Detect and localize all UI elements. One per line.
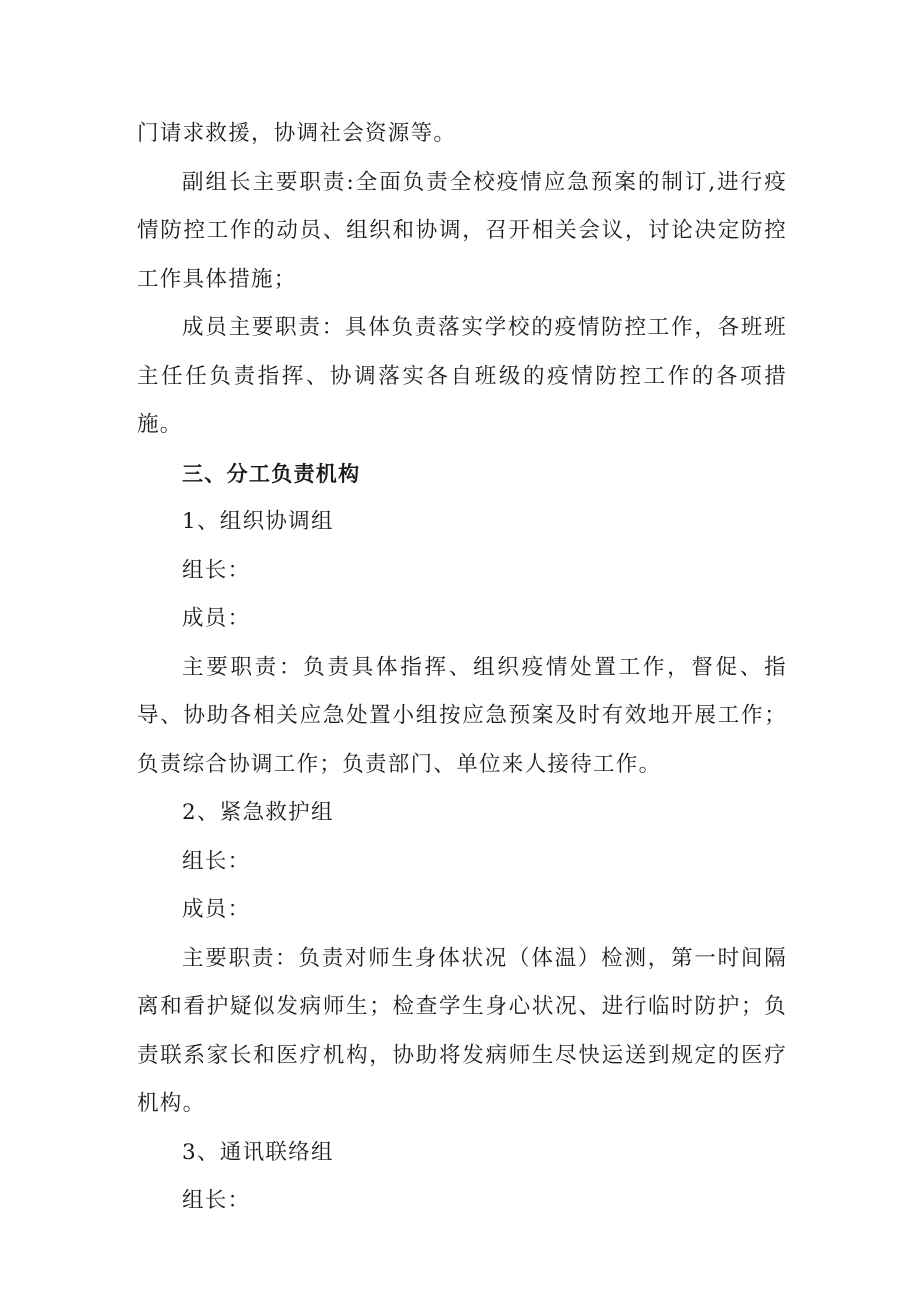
group-title-emergency-rescue: 2、紧急救护组 (182, 800, 334, 825)
group-members-label: 成员： (182, 606, 251, 631)
paragraph-continuation: 门请求救援，协调社会资源等。 (137, 121, 457, 146)
document-body (137, 110, 787, 1226)
group-leader-label: 组长： (182, 1188, 251, 1213)
section-heading-division: 三、分工负责机构 (182, 461, 361, 486)
group-title-coordination: 1、组织协调组 (182, 509, 334, 534)
paragraph-rescue-duties: 主要职责：负责对师生身体状况（体温）检测，第一时间隔离和看护疑似发病师生；检查学生身心状况、进行临时防护；负责联系家长和医疗机构，协助将发病师生尽快运送到规定的医疗机构。 (137, 945, 787, 1116)
group-members-label: 成员： (182, 897, 251, 922)
group-leader-label: 组长： (182, 557, 251, 583)
group-leader-label: 组长： (182, 848, 251, 874)
paragraph-coordination-duties: 主要职责：负责具体指挥、组织疫情处置工作，督促、指导、协助各相关应急处置小组按应急预案及时有效地开展工作；负责综合协调工作；负责部门、单位来人接待工作。 (137, 654, 787, 777)
paragraph-member-duties: 成员主要职责：具体负责落实学校的疫情防控工作，各班班主任任负责指挥、协调落实各自班级的疫情防控工作的各项措施。 (137, 315, 787, 437)
group-title-communication: 3、通讯联络组 (182, 1139, 334, 1165)
paragraph-deputy-leader-duties: 副组长主要职责:全面负责全校疫情应急预案的制订,进行疫情防控工作的动员、组织和协调，召开相关会议，讨论决定防控工作具体措施； (137, 169, 787, 292)
